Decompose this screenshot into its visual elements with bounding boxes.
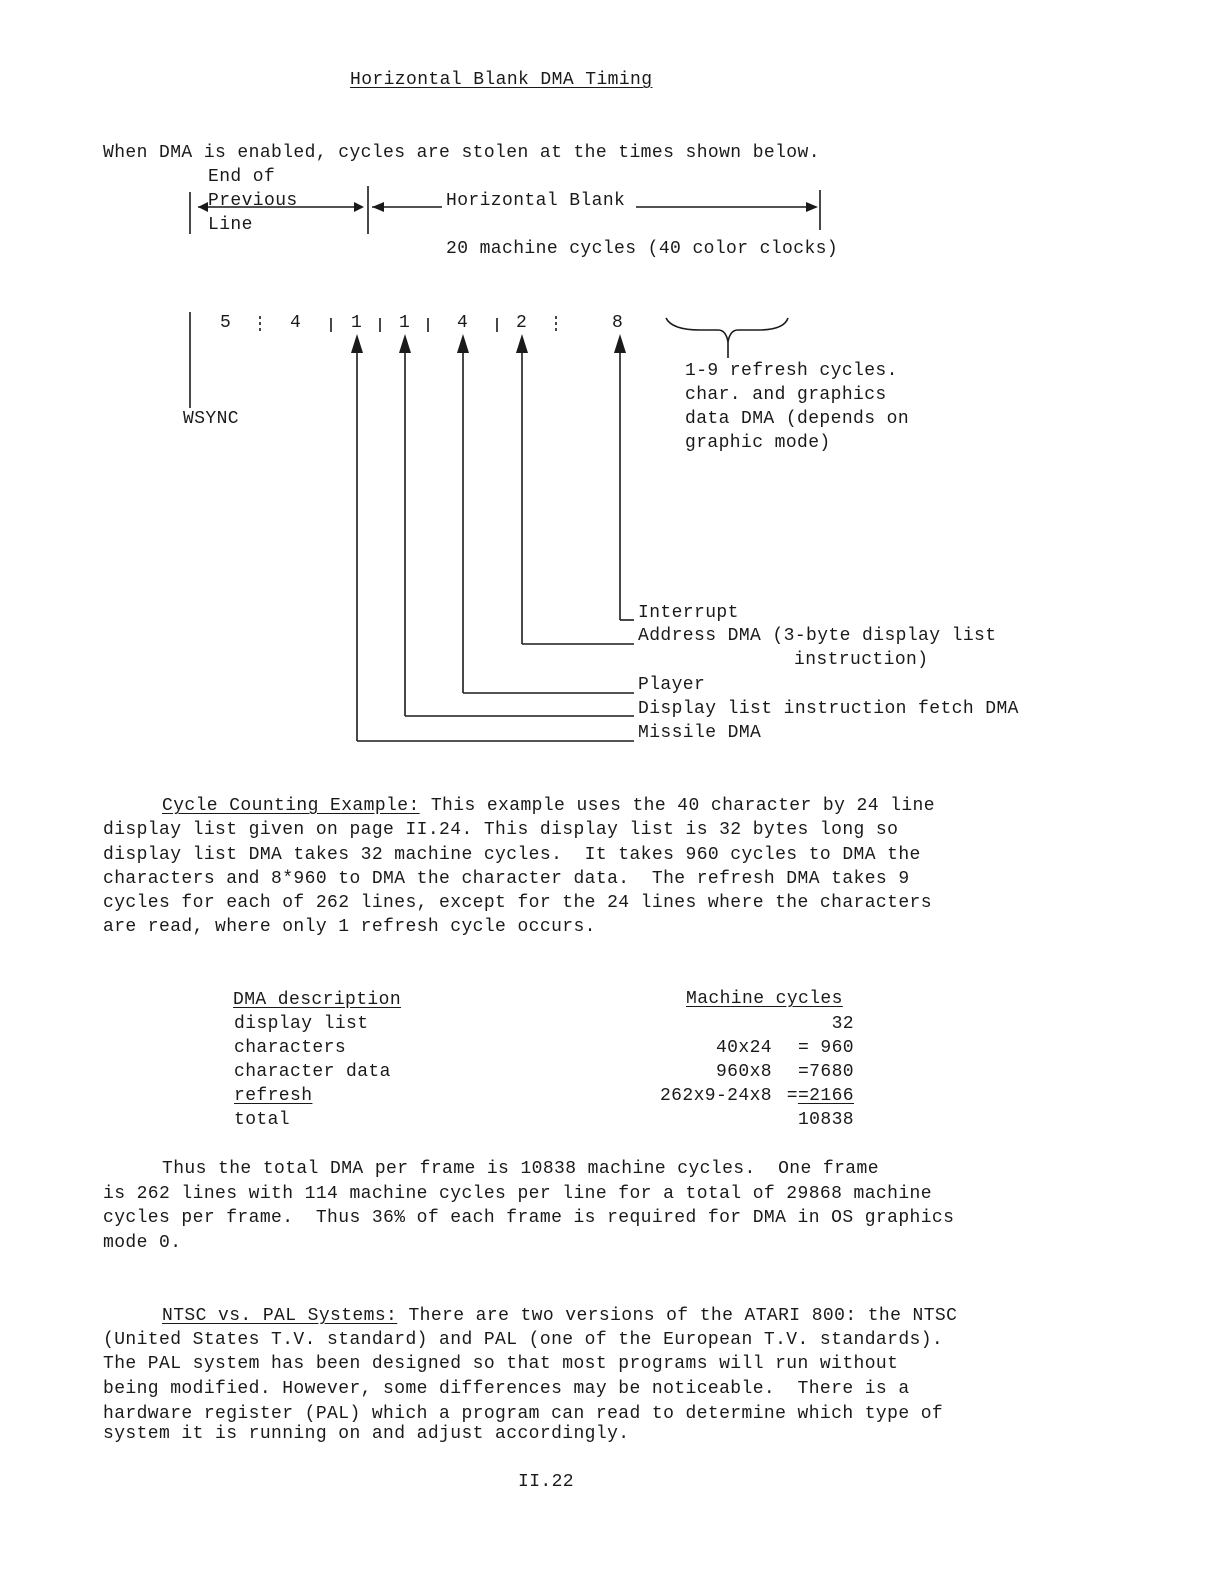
wsync-label: WSYNC: [183, 409, 240, 429]
ntsc-line-6: system it is running on and adjust accordingly.: [103, 1424, 630, 1444]
timing-diagram: [0, 0, 1214, 760]
ntsc-text: There are two versions of the ATARI 800: the NTSC: [397, 1306, 958, 1326]
table-row-desc: display list: [234, 1014, 369, 1034]
table-row-value: =7680: [797, 1062, 854, 1082]
cycle-example-heading: Cycle Counting Example:: [162, 796, 420, 816]
slot-1: 5: [220, 313, 232, 333]
address-dma-label: Address DMA (3-byte display list: [638, 626, 997, 646]
table-row-desc: total: [234, 1110, 291, 1130]
cycle-example-line-1: [162, 794, 935, 818]
table-row-value: ==2166: [786, 1086, 854, 1106]
total-para-line-2: is 262 lines with 114 machine cycles per line for a total of 29868 machine: [103, 1184, 932, 1204]
ntsc-heading: NTSC vs. PAL Systems:: [162, 1306, 398, 1326]
cycle-example-line-3: display list DMA takes 32 machine cycles. It takes 960 cycles to DMA the: [103, 845, 921, 865]
arrow-up-head: [351, 334, 363, 353]
arrow-up-head: [399, 334, 411, 353]
arrow-right-head: [806, 202, 818, 212]
total-para-line-3: cycles per frame. Thus 36% of each frame is required for DMA in OS graphics: [103, 1208, 955, 1228]
ntsc-line-3: The PAL system has been designed so that most programs will run without: [103, 1354, 899, 1374]
table-row-formula: 40x24: [715, 1038, 772, 1058]
line-label: Line: [208, 215, 253, 235]
arrow-left-head: [372, 202, 384, 212]
hblank-label: Horizontal Blank: [446, 191, 626, 211]
total-para-line-1: Thus the total DMA per frame is 10838 machine cycles. One frame: [162, 1159, 879, 1179]
address-dma-label-2: instruction): [794, 650, 929, 670]
table-row-value: 32: [831, 1014, 854, 1034]
arrow-up-head: [457, 334, 469, 353]
refresh-note-2: char. and graphics: [685, 385, 887, 405]
refresh-note-3: data DMA (depends on: [685, 409, 910, 429]
page-number: II.22: [518, 1472, 575, 1492]
table-row-value: = 960: [797, 1038, 854, 1058]
table-row-desc: characters: [234, 1038, 347, 1058]
table-row-desc: character data: [234, 1062, 391, 1082]
ntsc-line-1: [162, 1304, 957, 1328]
cycles-note: 20 machine cycles (40 color clocks): [446, 239, 839, 259]
previous-label: Previous: [208, 191, 298, 211]
cycle-example-line-4: characters and 8*960 to DMA the character data. The refresh DMA takes 9: [103, 869, 910, 889]
slot-5: 4: [457, 313, 469, 333]
ntsc-line-4: being modified. However, some differences may be noticeable. There is a: [103, 1379, 910, 1399]
cycle-example-text: This example uses the 40 character by 24 line: [419, 796, 935, 816]
ntsc-line-2: (United States T.V. standard) and PAL (one of the European T.V. standards).: [103, 1330, 944, 1350]
table-row-formula: 262x9-24x8: [659, 1086, 772, 1106]
refresh-brace: [666, 318, 788, 342]
cycle-example-line-6: are read, where only 1 refresh cycle occurs.: [103, 917, 596, 937]
refresh-total-value: =2166: [797, 1086, 854, 1106]
slot-7: 8: [612, 313, 624, 333]
page-title: Horizontal Blank DMA Timing: [350, 70, 653, 90]
arrow-up-head: [614, 334, 626, 353]
table-header-desc: DMA description: [233, 990, 402, 1010]
table-row-formula: 960x8: [715, 1062, 772, 1082]
slot-3: 1: [351, 313, 363, 333]
cycle-example-line-5: cycles for each of 262 lines, except for the 24 lines where the characters: [103, 893, 932, 913]
dl-fetch-label: Display list instruction fetch DMA: [638, 699, 1019, 719]
player-label: Player: [638, 675, 706, 695]
refresh-note-1: 1-9 refresh cycles.: [685, 361, 898, 381]
slot-4: 1: [399, 313, 411, 333]
end-of-label: End of: [208, 167, 276, 187]
cycle-example-line-2: display list given on page II.24. This display list is 32 bytes long so: [103, 820, 899, 840]
slot-2: 4: [290, 313, 302, 333]
interrupt-label: Interrupt: [638, 603, 739, 623]
missile-label: Missile DMA: [638, 723, 762, 743]
total-para-line-4: mode 0.: [103, 1233, 182, 1253]
arrow-right-head: [354, 202, 364, 212]
table-header-cycles: Machine cycles: [686, 989, 843, 1009]
arrow-left-head: [198, 202, 208, 212]
arrow-up-head: [516, 334, 528, 353]
table-row-desc: refresh: [234, 1086, 313, 1106]
table-row-value: 10838: [797, 1110, 854, 1130]
ntsc-line-5: hardware register (PAL) which a program can read to determine which type of: [103, 1404, 944, 1424]
refresh-note-4: graphic mode): [685, 433, 831, 453]
slot-6: 2: [516, 313, 528, 333]
intro-text: When DMA is enabled, cycles are stolen at the times shown below.: [103, 143, 820, 163]
